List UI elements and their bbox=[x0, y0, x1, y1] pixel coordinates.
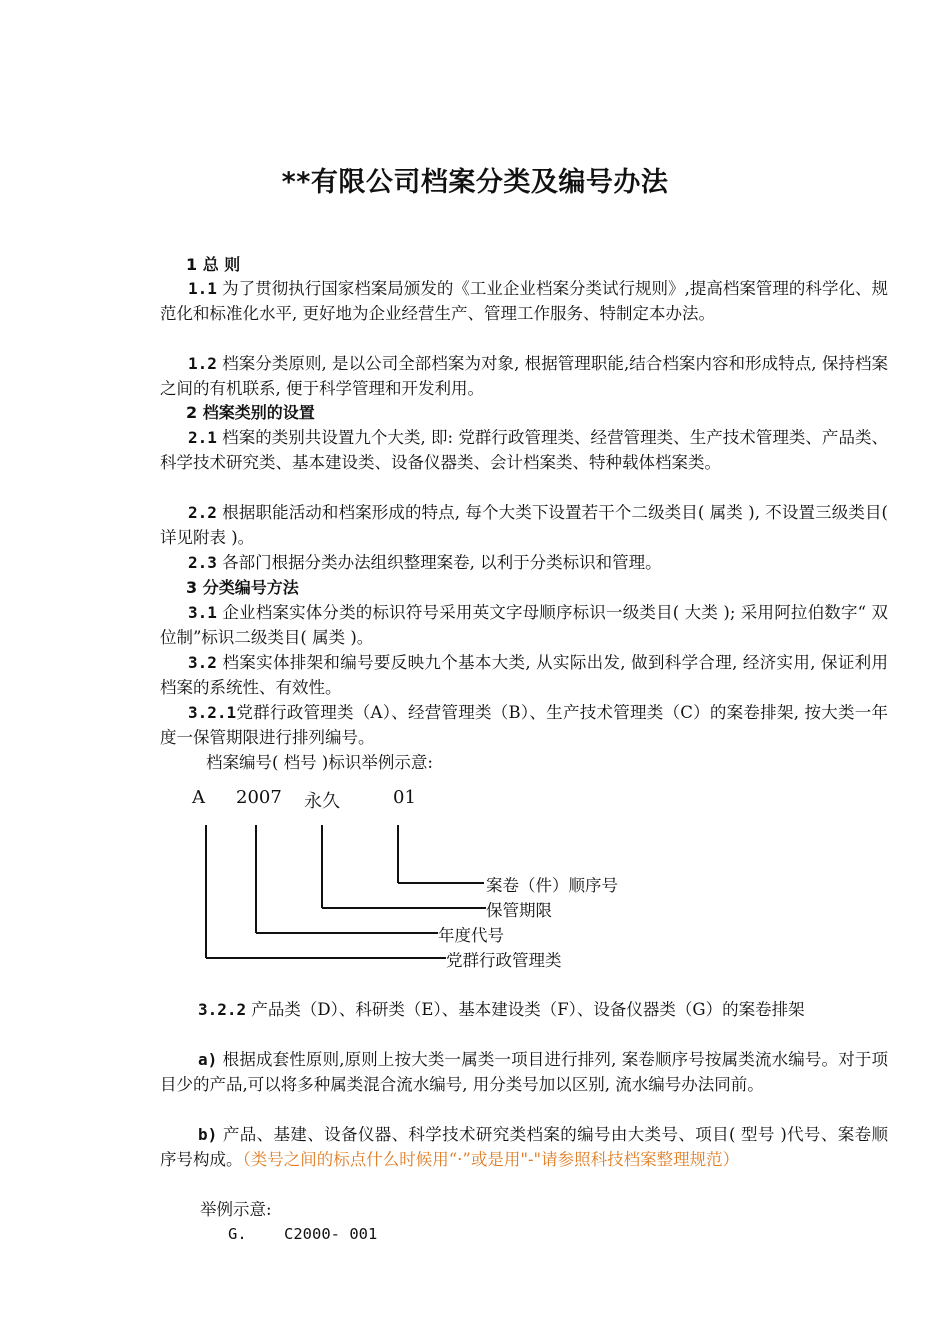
paragraph-2-3: 2.3 各部门根据分类办法组织整理案卷, 以利于分类标识和管理。 bbox=[188, 553, 662, 572]
example-2-intro: 举例示意: bbox=[200, 1200, 272, 1219]
example-2-code: G. C2000- 001 bbox=[228, 1225, 378, 1243]
page-title: **有限公司档案分类及编号办法 bbox=[281, 167, 669, 198]
code-class-letter: A bbox=[192, 787, 205, 808]
paragraph-2-1: 2.1 档案的类别共设置九个大类, 即: 党群行政管理类、经营管理类、生产技术管理类、产品类、科学技术研究类、基本建设类、设备仪器类、会计档案类、特种载体档案类。 bbox=[160, 428, 888, 472]
label-sequence-number: 案卷（件）顺序号 bbox=[486, 876, 618, 895]
paragraph-2-2: 2.2 根据职能活动和档案形成的特点, 每个大类下设置若干个二级类目( 属类 ), 不设置三级类目( 详见附表 )。 bbox=[160, 503, 888, 547]
annotation-note: （类号之间的标点什么时候用“·”或是用"-"请参照科技档案整理规范） bbox=[242, 1150, 740, 1169]
paragraph-b: b) 产品、基建、设备仪器、科学技术研究类档案的编号由大类号、项目( 型号 )代号、案卷顺序号构成。（类号之间的标点什么时候用“·”或是用"-"请参照科技档案整理规范） bbox=[160, 1125, 888, 1169]
example-intro: 档案编号( 档号 )标识举例示意: bbox=[206, 753, 433, 772]
code-year: 2007 bbox=[236, 787, 282, 808]
code-sequence: 01 bbox=[393, 787, 416, 808]
paragraph-3-2-1: 3.2.1党群行政管理类（A）、经营管理类（B）、生产技术管理类（C）的案卷排架, 按大类一年度一保管期限进行排列编号。 bbox=[160, 703, 888, 747]
section-3-heading: 3 分类编号方法 bbox=[186, 578, 299, 597]
paragraph-1-1: 1.1 为了贯彻执行国家档案局颁发的《工业企业档案分类试行规则》,提高档案管理的科学化、规范化和标准化水平, 更好地为企业经营生产、管理工作服务、特制定本办法。 bbox=[160, 279, 888, 323]
code-retention: 永久 bbox=[304, 791, 340, 812]
label-year-code: 年度代号 bbox=[438, 926, 504, 945]
paragraph-1-2: 1.2 档案分类原则, 是以公司全部档案为对象, 根据管理职能,结合档案内容和形成特点, 保持档案之间的有机联系, 便于科学管理和开发利用。 bbox=[160, 354, 888, 398]
label-retention-period: 保管期限 bbox=[486, 901, 552, 920]
section-1-heading: 1 总 则 bbox=[186, 255, 241, 274]
paragraph-3-2: 3.2 档案实体排架和编号要反映九个基本大类, 从实际出发, 做到科学合理, 经济实用, 保证利用档案的系统性、有效性。 bbox=[160, 653, 888, 697]
paragraph-a: a) 根据成套性原则,原则上按大类一属类一项目进行排列, 案卷顺序号按属类流水编号。对于项目少的产品,可以将多种属类混合流水编号, 用分类号加以区别, 流水编号办法同前。 bbox=[160, 1050, 888, 1094]
section-2-heading: 2 档案类别的设置 bbox=[186, 403, 315, 422]
paragraph-3-2-2: 3.2.2 产品类（D）、科研类（E）、基本建设类（F）、设备仪器类（G）的案卷排架 bbox=[198, 1000, 805, 1019]
label-party-admin-class: 党群行政管理类 bbox=[446, 951, 562, 970]
paragraph-3-1: 3.1 企业档案实体分类的标识符号采用英文字母顺序标识一级类目( 大类 ); 采用阿拉伯数字“ 双位制”标识二级类目( 属类 )。 bbox=[160, 603, 888, 647]
